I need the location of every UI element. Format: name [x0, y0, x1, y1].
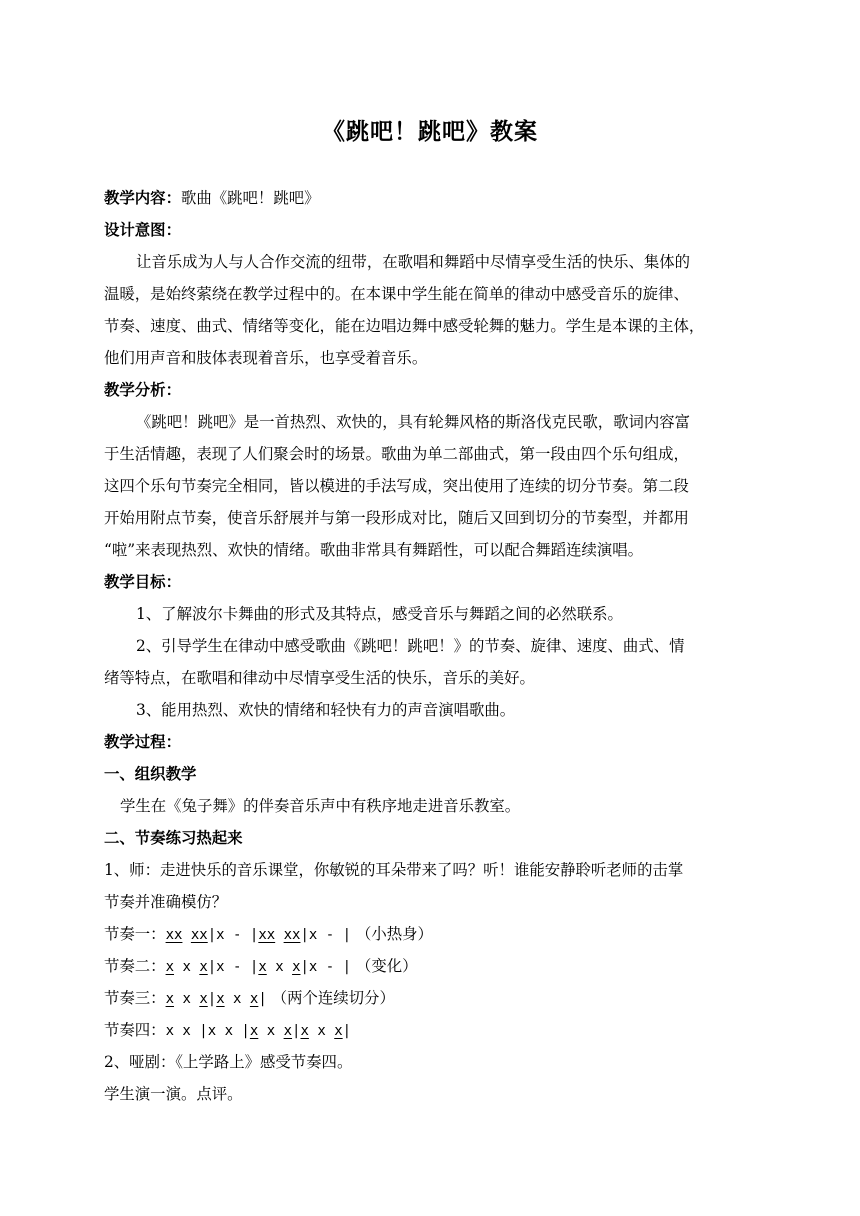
- rhythm-3-label: 节奏三：: [104, 989, 166, 1007]
- design-line-1: 让音乐成为人与人合作交流的纽带，在歌唱和舞蹈中尽情享受生活的快乐、集体的: [136, 253, 691, 271]
- design-label: 设计意图：: [104, 221, 181, 239]
- document-title: 《跳吧！跳吧》教案: [322, 119, 538, 145]
- rhythm-3-note: （两个连续切分）: [271, 989, 395, 1007]
- analysis-line-1: 《跳吧！跳吧》是一首热烈、欢快的，具有轮舞风格的斯洛伐克民歌，歌词内容富: [136, 413, 691, 431]
- design-line-3: 节奏、速度、曲式、情绪等变化，能在边唱边舞中感受轮舞的魅力。学生是本课的主体，: [104, 317, 705, 335]
- goal-3: 3、能用热烈、欢快的情绪和轻快有力的声音演唱歌曲。: [136, 701, 516, 719]
- rhythm-2-note: （变化）: [355, 957, 418, 975]
- analysis-line-5: “啦”来表现热烈、欢快的情绪。歌曲非常具有舞蹈性，可以配合舞蹈连续演唱。: [104, 541, 644, 559]
- section2-heading: 二、节奏练习热起来: [104, 829, 243, 847]
- analysis-label: 教学分析：: [104, 381, 181, 399]
- goal-2a: 2、引导学生在律动中感受歌曲《跳吧！跳吧！》的节奏、旋律、速度、曲式、情: [136, 637, 685, 655]
- section1-text: 学生在《兔子舞》的伴奏音乐声中有秩序地走进音乐教室。: [120, 797, 521, 815]
- goal-2b: 绪等特点，在歌唱和律动中尽情享受生活的快乐，音乐的美好。: [104, 669, 535, 687]
- rhythm-1-label: 节奏一：: [104, 925, 166, 943]
- content-label: 教学内容：: [104, 189, 181, 207]
- rhythm-3: [104, 988, 764, 1009]
- rhythm-2-notation: x x x|x - |x x x|x - |: [165, 959, 352, 975]
- goals-label: 教学目标：: [104, 573, 181, 591]
- design-line-4: 他们用声音和肢体表现着音乐，也享受着音乐。: [104, 349, 428, 367]
- rhythm-1: [104, 924, 764, 945]
- content-line: [104, 188, 764, 208]
- rhythm-3-notation: x x x|x x x|: [165, 991, 267, 1007]
- rhythm-1-note: （小热身）: [355, 925, 433, 943]
- analysis-line-4: 开始用附点节奏，使音乐舒展并与第一段形成对比，随后又回到切分的节奏型，并都用: [104, 509, 689, 527]
- rhythm-2-label: 节奏二：: [104, 957, 166, 975]
- section1-heading: 一、组织教学: [104, 765, 197, 783]
- design-line-2: 温暖，是始终萦绕在教学过程中的。在本课中学生能在简单的律动中感受音乐的旋律、: [104, 285, 689, 303]
- rhythm-4: [104, 1020, 764, 1041]
- section2-question-1a: 1、师：走进快乐的音乐课堂，你敏锐的耳朵带来了吗？听！谁能安静聆听老师的击掌: [104, 861, 684, 879]
- section2-question-2: 2、哑剧：《上学路上》感受节奏四。: [104, 1053, 353, 1071]
- section2-question-1b: 节奏并准确模仿？: [104, 893, 228, 911]
- analysis-line-3: 这四个乐句节奏完全相同，皆以模进的手法写成，突出使用了连续的切分节奏。第二段: [104, 477, 689, 495]
- rhythm-2: [104, 956, 764, 977]
- process-label: 教学过程：: [104, 733, 181, 751]
- rhythm-4-label: 节奏四：: [104, 1021, 166, 1039]
- goal-1: 1、了解波尔卡舞曲的形式及其特点，感受音乐与舞蹈之间的必然联系。: [136, 605, 623, 623]
- analysis-line-2: 于生活情趣，表现了人们聚会时的场景。歌曲为单二部曲式，第一段由四个乐句组成，: [104, 445, 689, 463]
- section2-question-3: 学生演一演。点评。: [104, 1085, 243, 1103]
- content-value: 歌曲《跳吧！跳吧》: [180, 189, 320, 207]
- rhythm-4-notation: x x |x x |x x x|x x x|: [165, 1023, 352, 1039]
- rhythm-1-notation: xx xx|x - |xx xx|x - |: [165, 927, 352, 943]
